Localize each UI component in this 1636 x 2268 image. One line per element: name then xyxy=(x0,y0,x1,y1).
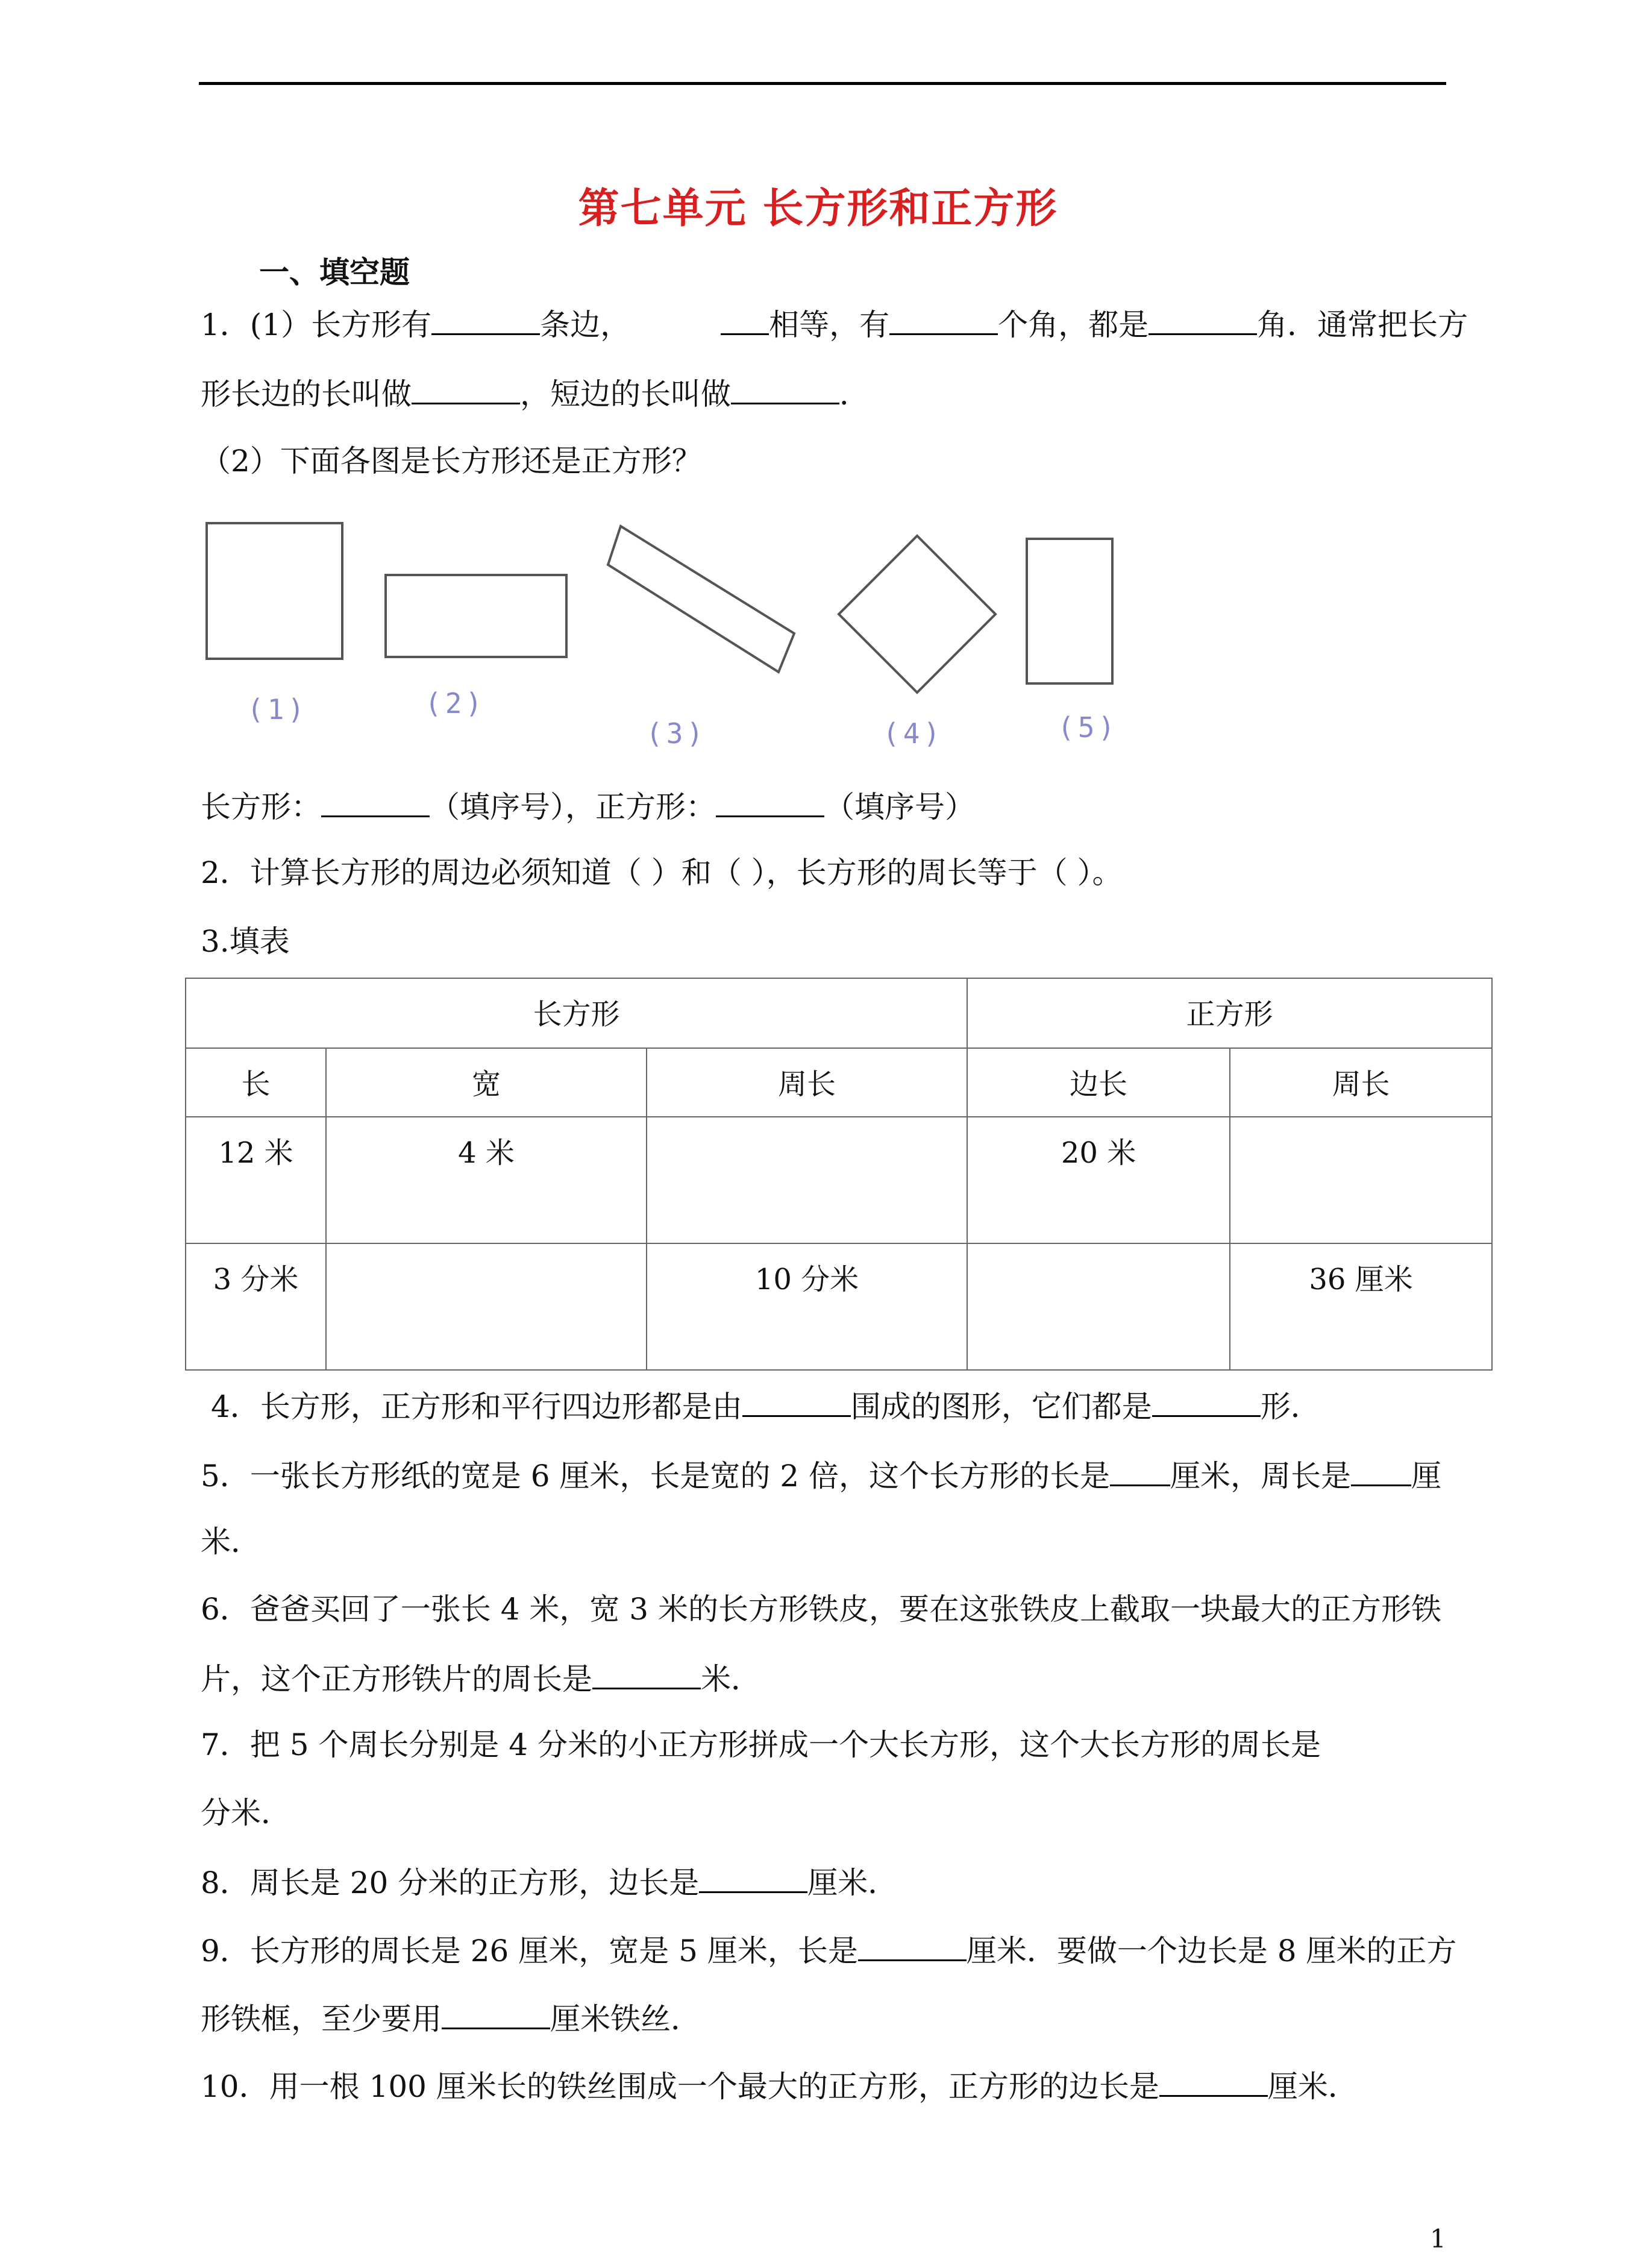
answer-blank[interactable] xyxy=(1351,1456,1411,1486)
q1-text-f: 形长边的长叫做 xyxy=(201,377,412,412)
shape-figures xyxy=(0,0,1636,784)
q5-line1 xyxy=(201,1456,1441,1494)
answer-blank[interactable] xyxy=(716,787,824,817)
table-header: 边长 xyxy=(967,1048,1230,1117)
q5-text-b: 厘米，周长是 xyxy=(1170,1459,1352,1494)
table-header: 周长 xyxy=(1230,1048,1492,1117)
table-row xyxy=(186,1243,1492,1370)
q4-text-a: 4．长方形，正方形和平行四边形都是由 xyxy=(211,1389,742,1424)
page-title: 第七单元 长方形和正方形 xyxy=(578,184,1058,233)
q1-answer-line xyxy=(201,787,975,825)
answer-blank[interactable] xyxy=(1152,1386,1261,1417)
answer-blank[interactable] xyxy=(699,1862,807,1893)
table-header: 宽 xyxy=(326,1048,647,1117)
q1-sub2: （2）下面各图是长方形还是正方形？ xyxy=(201,444,702,479)
q7-line2: 分米． xyxy=(201,1795,291,1830)
q4-text-c: 形． xyxy=(1260,1389,1321,1424)
q1-text-c: 相等，有 xyxy=(769,307,890,342)
q6-line1: 6．爸爸买回了一张长 4 米，宽 3 米的长方形铁皮，要在这张铁皮上截取一块最大的正方形铁 xyxy=(201,1592,1442,1627)
table-cell-answer[interactable] xyxy=(326,1243,647,1370)
q9-text-d: 厘米铁丝． xyxy=(550,2002,701,2037)
q8-line xyxy=(201,1862,898,1901)
table-cell-answer[interactable] xyxy=(1230,1117,1492,1243)
q9-text-b: 厘米．要做一个边长是 8 厘米的正方 xyxy=(966,1933,1457,1968)
q9-line2 xyxy=(201,1999,701,2037)
table-cell-answer[interactable] xyxy=(967,1243,1230,1370)
q9-text-a: 9．长方形的周长是 26 厘米，宽是 5 厘米，长是 xyxy=(201,1933,858,1968)
table-cell-answer[interactable] xyxy=(647,1117,967,1243)
figure-2-rectangle xyxy=(386,575,566,657)
q10-text-b: 厘米． xyxy=(1267,2069,1358,2104)
q8-text-b: 厘米． xyxy=(807,1865,898,1900)
q4-text-b: 围成的图形，它们都是 xyxy=(850,1389,1152,1424)
q1-text-e: 角．通常把长方 xyxy=(1257,307,1468,342)
answer-blank[interactable] xyxy=(742,1386,851,1417)
q1-answer-text-c: （填序号） xyxy=(824,790,975,825)
figure-4-tilted-square xyxy=(839,536,995,693)
table-cell: 3 分米 xyxy=(186,1243,326,1370)
q1-text-b: 条边， xyxy=(540,307,631,342)
q6-line2 xyxy=(201,1659,761,1697)
q9-text-c: 形铁框，至少要用 xyxy=(201,2002,442,2037)
fill-table xyxy=(185,978,1493,1371)
q1-answer-text-a: 长方形： xyxy=(201,790,321,825)
q6-text-c: 米． xyxy=(701,1662,761,1697)
q5-line2: 米． xyxy=(201,1524,261,1559)
q1-text-a: 1．(1）长方形有 xyxy=(201,307,432,342)
table-header: 长 xyxy=(186,1048,326,1117)
figure-1-square xyxy=(207,523,342,659)
q1-answer-text-b: （填序号），正方形： xyxy=(430,790,716,825)
section-heading: 一、填空题 xyxy=(259,254,410,290)
q5-text-a: 5．一张长方形纸的宽是 6 厘米，长是宽的 2 倍，这个长方形的长是 xyxy=(201,1459,1111,1494)
answer-blank[interactable] xyxy=(1159,2066,1268,2097)
q7-line1: 7．把 5 个周长分别是 4 分米的小正方形拼成一个大长方形，这个大长方形的周长是 xyxy=(201,1727,1321,1762)
table-group-square: 正方形 xyxy=(967,978,1492,1048)
q1-text-h: ． xyxy=(839,377,870,412)
q10-line xyxy=(201,2066,1358,2105)
q6-text-b: 片，这个正方形铁片的周长是 xyxy=(201,1662,592,1697)
q1-text-d: 个角，都是 xyxy=(998,307,1149,342)
table-cell: 4 米 xyxy=(326,1117,647,1243)
figure-label-4: (4) xyxy=(883,717,944,750)
figure-label-5: (5) xyxy=(1058,711,1119,744)
answer-blank[interactable] xyxy=(592,1659,701,1689)
figure-label-2: (2) xyxy=(425,687,486,720)
q4-line xyxy=(211,1386,1321,1425)
q2-line: 2．计算长方形的周边必须知道（ ）和（ ），长方形的周长等于（ ）。 xyxy=(201,855,1123,890)
figure-label-1: (1) xyxy=(247,693,309,726)
answer-blank[interactable] xyxy=(321,787,430,817)
table-cell: 20 米 xyxy=(967,1117,1230,1243)
answer-blank[interactable] xyxy=(442,1999,550,2029)
q8-text-a: 8．周长是 20 分米的正方形，边长是 xyxy=(201,1865,700,1900)
answer-blank[interactable] xyxy=(858,1930,967,1961)
table-cell: 12 米 xyxy=(186,1117,326,1243)
answer-blank[interactable] xyxy=(1110,1456,1170,1486)
q10-text-a: 10．用一根 100 厘米长的铁丝围成一个最大的正方形，正方形的边长是 xyxy=(201,2069,1159,2104)
q3-title: 3.填表 xyxy=(201,924,290,959)
figure-3-tilted-rectangle xyxy=(608,526,794,672)
table-header: 周长 xyxy=(647,1048,967,1117)
table-group-rectangle: 长方形 xyxy=(186,978,967,1048)
table-cell: 36 厘米 xyxy=(1230,1243,1492,1370)
figure-label-3: (3) xyxy=(646,717,707,750)
q9-line1 xyxy=(201,1930,1456,1969)
table-row xyxy=(186,1117,1492,1243)
q5-text-c: 厘 xyxy=(1411,1459,1442,1494)
page-number: 1 xyxy=(1430,2224,1446,2254)
q1-text-g: ，短边的长叫做 xyxy=(520,377,731,412)
figure-5-rectangle xyxy=(1027,539,1112,683)
table-cell: 10 分米 xyxy=(647,1243,967,1370)
